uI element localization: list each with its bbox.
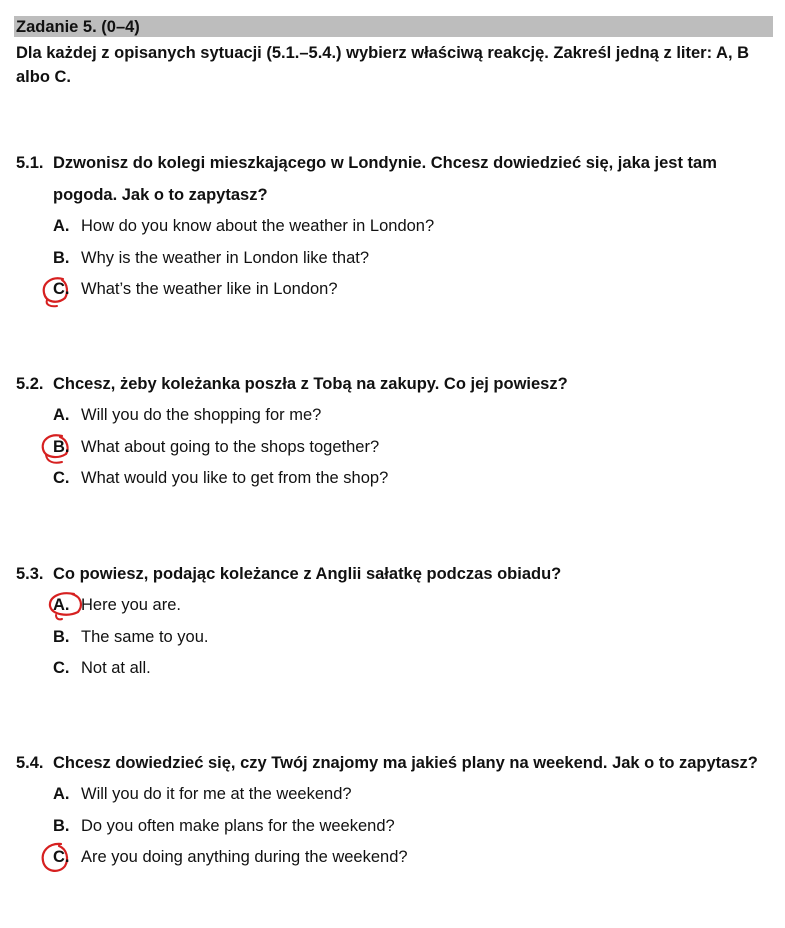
option-letter: C. xyxy=(53,659,70,677)
option-c[interactable] xyxy=(16,463,768,495)
option-text: Why is the weather in London like that? xyxy=(81,248,370,267)
option-letter: A. xyxy=(53,217,70,235)
question-5-1 xyxy=(16,147,768,306)
question-number: 5.1. xyxy=(16,154,44,172)
question-number: 5.4. xyxy=(16,754,44,772)
option-text: What’s the weather like in London? xyxy=(81,280,338,298)
option-letter: A. xyxy=(53,785,70,803)
question-prompt xyxy=(16,558,768,590)
option-text: Are you doing anything during the weekend? xyxy=(81,848,408,866)
option-a[interactable] xyxy=(16,590,768,622)
option-text: What about going to the shops together? xyxy=(81,437,380,456)
option-letter: B. xyxy=(53,627,70,646)
task-instruction: Dla każdej z opisanych sytuacji (5.1.–5.4.) wybierz właściwą reakcję. Zakreśl jedną z liter: A, B albo C. xyxy=(16,44,750,86)
option-letter: B. xyxy=(53,437,70,456)
option-text: How do you know about the weather in London? xyxy=(81,217,435,235)
question-text: Co powiesz, podając koleżance z Anglii sałatkę podczas obiadu? xyxy=(53,565,562,583)
question-prompt xyxy=(16,147,768,211)
question-text: Chcesz dowiedzieć się, czy Twój znajomy ma jakieś plany na weekend. Jak o to zapytasz? xyxy=(53,754,758,772)
option-text: Will you do it for me at the weekend? xyxy=(81,785,352,803)
option-letter: C. xyxy=(53,469,70,487)
question-prompt xyxy=(16,747,768,779)
option-b[interactable] xyxy=(16,243,768,275)
option-letter: A. xyxy=(53,596,70,614)
option-b[interactable] xyxy=(16,622,768,654)
question-number: 5.3. xyxy=(16,565,44,583)
question-5-4 xyxy=(16,747,768,874)
option-text: The same to you. xyxy=(81,627,209,646)
option-text: What would you like to get from the shop? xyxy=(81,469,389,487)
task-title: Zadanie 5. (0–4) xyxy=(16,18,140,36)
option-letter: C. xyxy=(53,280,70,298)
question-text: Dzwonisz do kolegi mieszkającego w Londynie. Chcesz dowiedzieć się, jaka jest tam pogoda. Jak o to zapytasz? xyxy=(53,154,717,204)
option-a[interactable] xyxy=(16,400,768,432)
option-c[interactable] xyxy=(16,274,768,306)
option-c[interactable] xyxy=(16,653,768,685)
option-c[interactable] xyxy=(16,842,768,874)
option-letter: B. xyxy=(53,816,70,835)
question-5-3 xyxy=(16,558,768,685)
question-number: 5.2. xyxy=(16,375,44,393)
question-prompt xyxy=(16,368,768,400)
option-b[interactable] xyxy=(16,432,768,464)
option-a[interactable] xyxy=(16,211,768,243)
option-text: Not at all. xyxy=(81,659,151,677)
option-a[interactable] xyxy=(16,779,768,811)
question-text: Chcesz, żeby koleżanka poszła z Tobą na zakupy. Co jej powiesz? xyxy=(53,375,568,393)
option-letter: B. xyxy=(53,248,70,267)
option-text: Will you do the shopping for me? xyxy=(81,406,322,424)
question-5-2 xyxy=(16,368,768,495)
option-letter: A. xyxy=(53,406,70,424)
option-letter: C. xyxy=(53,848,70,866)
option-text: Do you often make plans for the weekend? xyxy=(81,816,395,835)
option-text: Here you are. xyxy=(81,596,181,614)
option-b[interactable] xyxy=(16,811,768,843)
